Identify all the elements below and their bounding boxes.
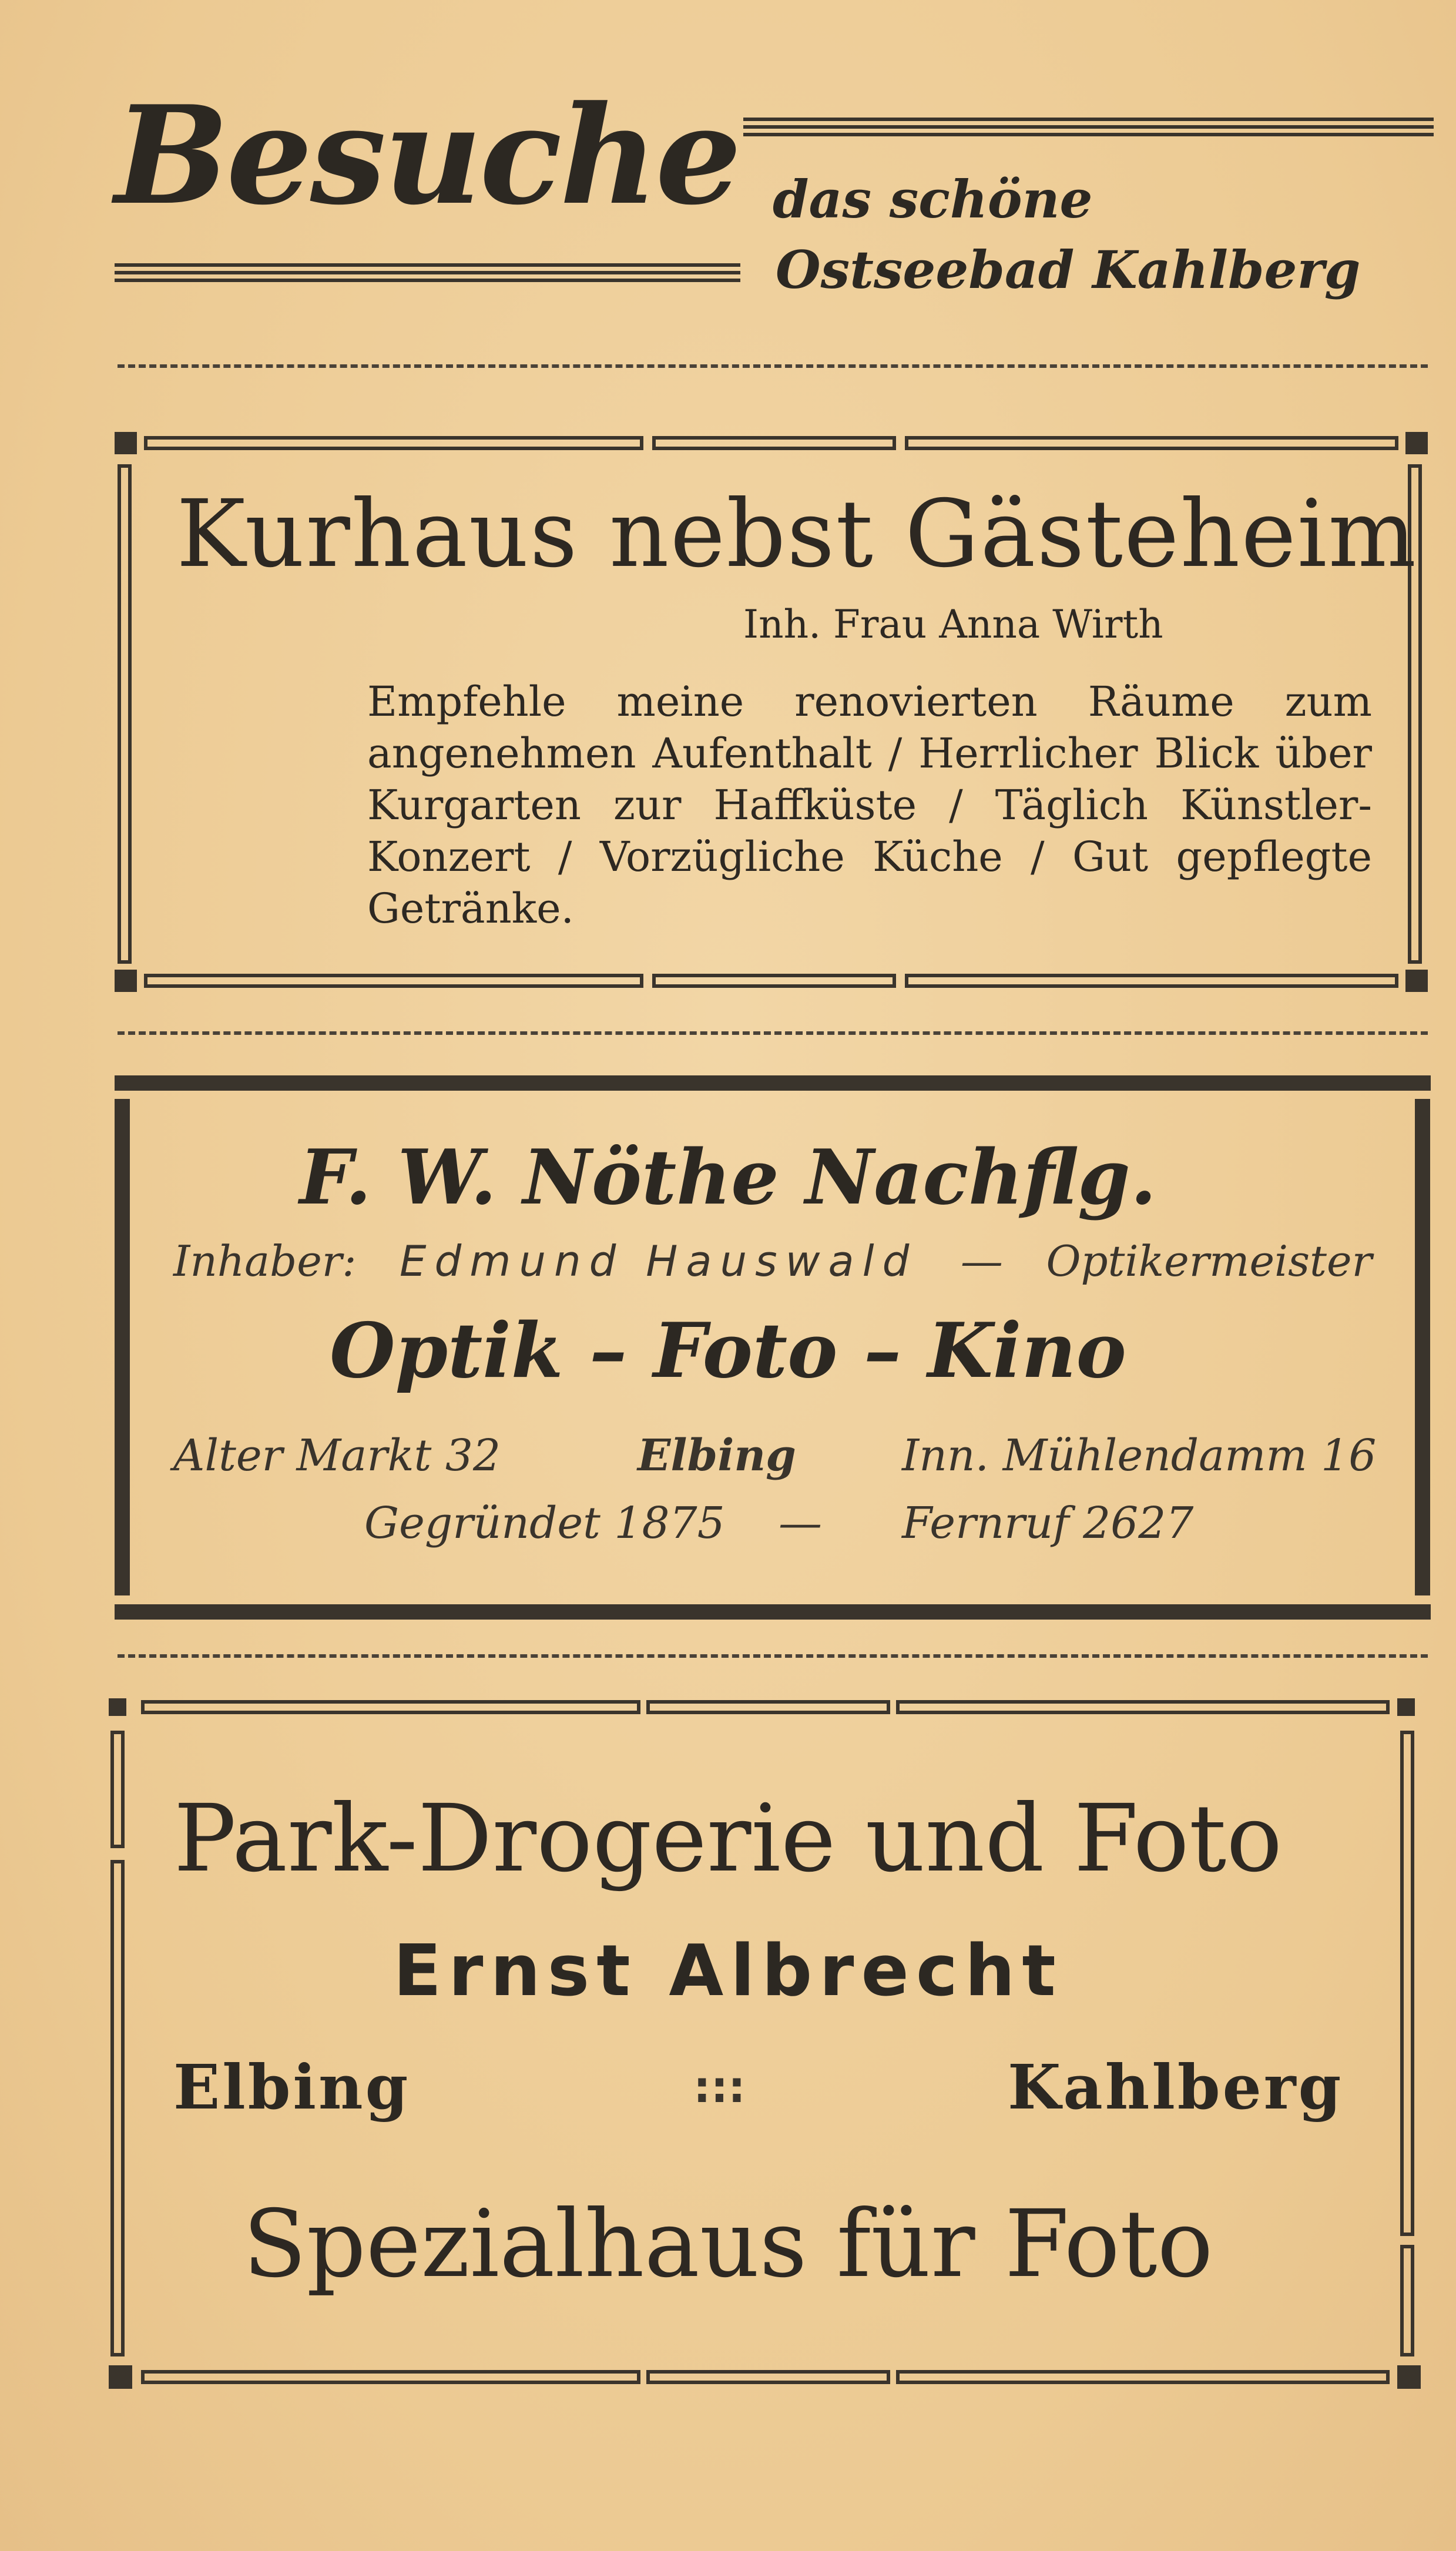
noethe-owner-name: Edmund Hauswald [400, 1236, 918, 1286]
noethe-owner-title: Optikermeister [1046, 1236, 1372, 1286]
noethe-city: Elbing [638, 1430, 796, 1481]
kurhaus-description: Empfehle meine renovierten Räume zum angenehmen Aufenthalt / Herrlicher Blick über Kurgarten zur Haffküste / Täglich Künstler-Konzert / Vorzügliche Küche / Gut gepflegte Getränke. [367, 678, 1372, 933]
noethe-founded-dash: — [779, 1498, 822, 1548]
kurhaus-title: Kurhaus nebst Gästeheim [176, 480, 1418, 588]
noethe-owner-dash: — [960, 1236, 1003, 1286]
drogerie-location-right: Kahlberg [1008, 2051, 1344, 2123]
header-subtitle-2: Ostseebad Kahlberg [776, 239, 1361, 300]
header-rule-bottom [115, 263, 740, 286]
header-rule-top [743, 118, 1434, 140]
drogerie-location-left: Elbing [173, 2051, 411, 2123]
noethe-title: F. W. Nöthe Nachflg. [299, 1134, 1157, 1222]
drogerie-tagline: Spezialhaus für Foto [243, 2190, 1213, 2298]
header-subtitle-1: das schöne [773, 169, 1093, 230]
separator-1 [118, 364, 1428, 368]
drogerie-title: Park-Drogerie und Foto [173, 1785, 1283, 1893]
separator-2 [118, 1031, 1428, 1035]
separator-3 [118, 1654, 1428, 1658]
noethe-address-right: Inn. Mühlendamm 16 [902, 1430, 1377, 1481]
drogerie-owner: Ernst Albrecht [393, 1930, 1063, 2012]
noethe-phone: Fernruf 2627 [902, 1498, 1194, 1548]
noethe-founded: Gegründet 1875 [364, 1498, 725, 1548]
kurhaus-owner: Inh. Frau Anna Wirth [743, 602, 1163, 647]
noethe-address-left: Alter Markt 32 [173, 1430, 501, 1481]
noethe-owner-line [173, 1236, 1372, 1286]
noethe-owner-prefix: Inhaber: [173, 1236, 357, 1286]
drogerie-location-separator: ::: [693, 2062, 746, 2113]
noethe-services: Optik – Foto – Kino [330, 1307, 1126, 1395]
header-title: Besuche [115, 76, 740, 235]
